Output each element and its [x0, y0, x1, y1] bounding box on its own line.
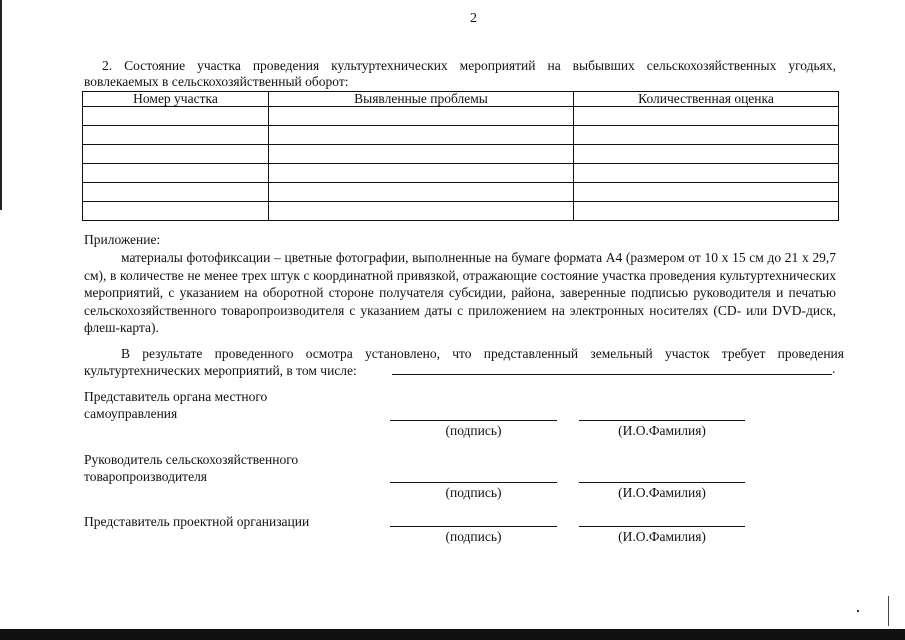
table-cell[interactable]	[269, 145, 574, 164]
signature-line[interactable]	[390, 526, 557, 527]
name-line[interactable]	[579, 526, 745, 527]
name-caption: (И.О.Фамилия)	[618, 529, 706, 544]
table-cell[interactable]	[83, 164, 269, 183]
signature-caption: (подпись)	[445, 529, 502, 544]
table-cell[interactable]	[83, 202, 269, 221]
table-cell[interactable]	[83, 145, 269, 164]
name-line[interactable]	[579, 482, 745, 483]
table-cell[interactable]	[269, 202, 574, 221]
table-row	[83, 145, 839, 164]
table-cell[interactable]	[269, 183, 574, 202]
signature-caption: (подпись)	[445, 485, 502, 500]
page-number: 2	[470, 11, 477, 26]
appendix-body: материалы фотофиксации – цветные фотографии, выполненные на бумаге формата А4 (размером от 10 х 15 см до 21 х 29,7 см), в количестве не менее трех штук с координатной привязкой, отражающие состояние участка проведения культуртехнических мероприятий, с указанием на оборотной стороне получателя субсидии, района, заверенные подписью руководителя и печатью сельскохозяйственного товаропроизводителя с указанием даты с приложением на электронных носителях (CD- или DVD-диск, флеш-карта).	[84, 250, 836, 335]
table-row	[83, 183, 839, 202]
signatory-project-org: Представитель проектной организации	[84, 514, 310, 529]
signature-line[interactable]	[390, 420, 557, 421]
table-cell[interactable]	[574, 126, 839, 145]
table-cell[interactable]	[83, 183, 269, 202]
table-row	[83, 107, 839, 126]
result-fill-line[interactable]	[392, 374, 832, 375]
header-assessment: Количественная оценка	[574, 92, 839, 107]
table-cell[interactable]	[269, 126, 574, 145]
table-row	[83, 126, 839, 145]
table-cell[interactable]	[269, 107, 574, 126]
table-row	[83, 202, 839, 221]
result-text: В результате проведенного осмотра установлено, что представленный земельный участок требует проведения культуртехнических мероприятий, в том числе:	[84, 346, 844, 378]
signatory-producer-head: Руководитель сельскохозяйственного товаропроизводителя	[84, 452, 299, 484]
name-line[interactable]	[579, 420, 745, 421]
header-problems: Выявленные проблемы	[269, 92, 574, 107]
section-heading: 2. Состояние участка проведения культуртехнических мероприятий на выбывших сельскохозяйственных угодьях, вовлекаемых в сельскохозяйственный оборот:	[84, 58, 836, 89]
header-plot-number: Номер участка	[83, 92, 269, 107]
signature-caption: (подпись)	[445, 423, 502, 438]
table-cell[interactable]	[574, 107, 839, 126]
table-cell[interactable]	[83, 126, 269, 145]
table-cell[interactable]	[574, 202, 839, 221]
scan-right-mark	[888, 596, 889, 626]
appendix-title: Приложение:	[84, 232, 161, 247]
name-caption: (И.О.Фамилия)	[618, 423, 706, 438]
scan-dot	[857, 610, 859, 612]
table-cell[interactable]	[269, 164, 574, 183]
table-row	[83, 164, 839, 183]
result-end-mark: .	[832, 361, 836, 376]
table-cell[interactable]	[574, 145, 839, 164]
table-cell[interactable]	[574, 164, 839, 183]
scan-left-edge	[0, 0, 2, 210]
table-cell[interactable]	[574, 183, 839, 202]
table-cell[interactable]	[83, 107, 269, 126]
signatory-local-government: Представитель органа местного самоуправления	[84, 389, 268, 421]
signature-line[interactable]	[390, 482, 557, 483]
name-caption: (И.О.Фамилия)	[618, 485, 706, 500]
plot-condition-table	[82, 91, 839, 221]
table-header-row	[83, 92, 839, 107]
scan-bottom-edge	[0, 629, 905, 640]
